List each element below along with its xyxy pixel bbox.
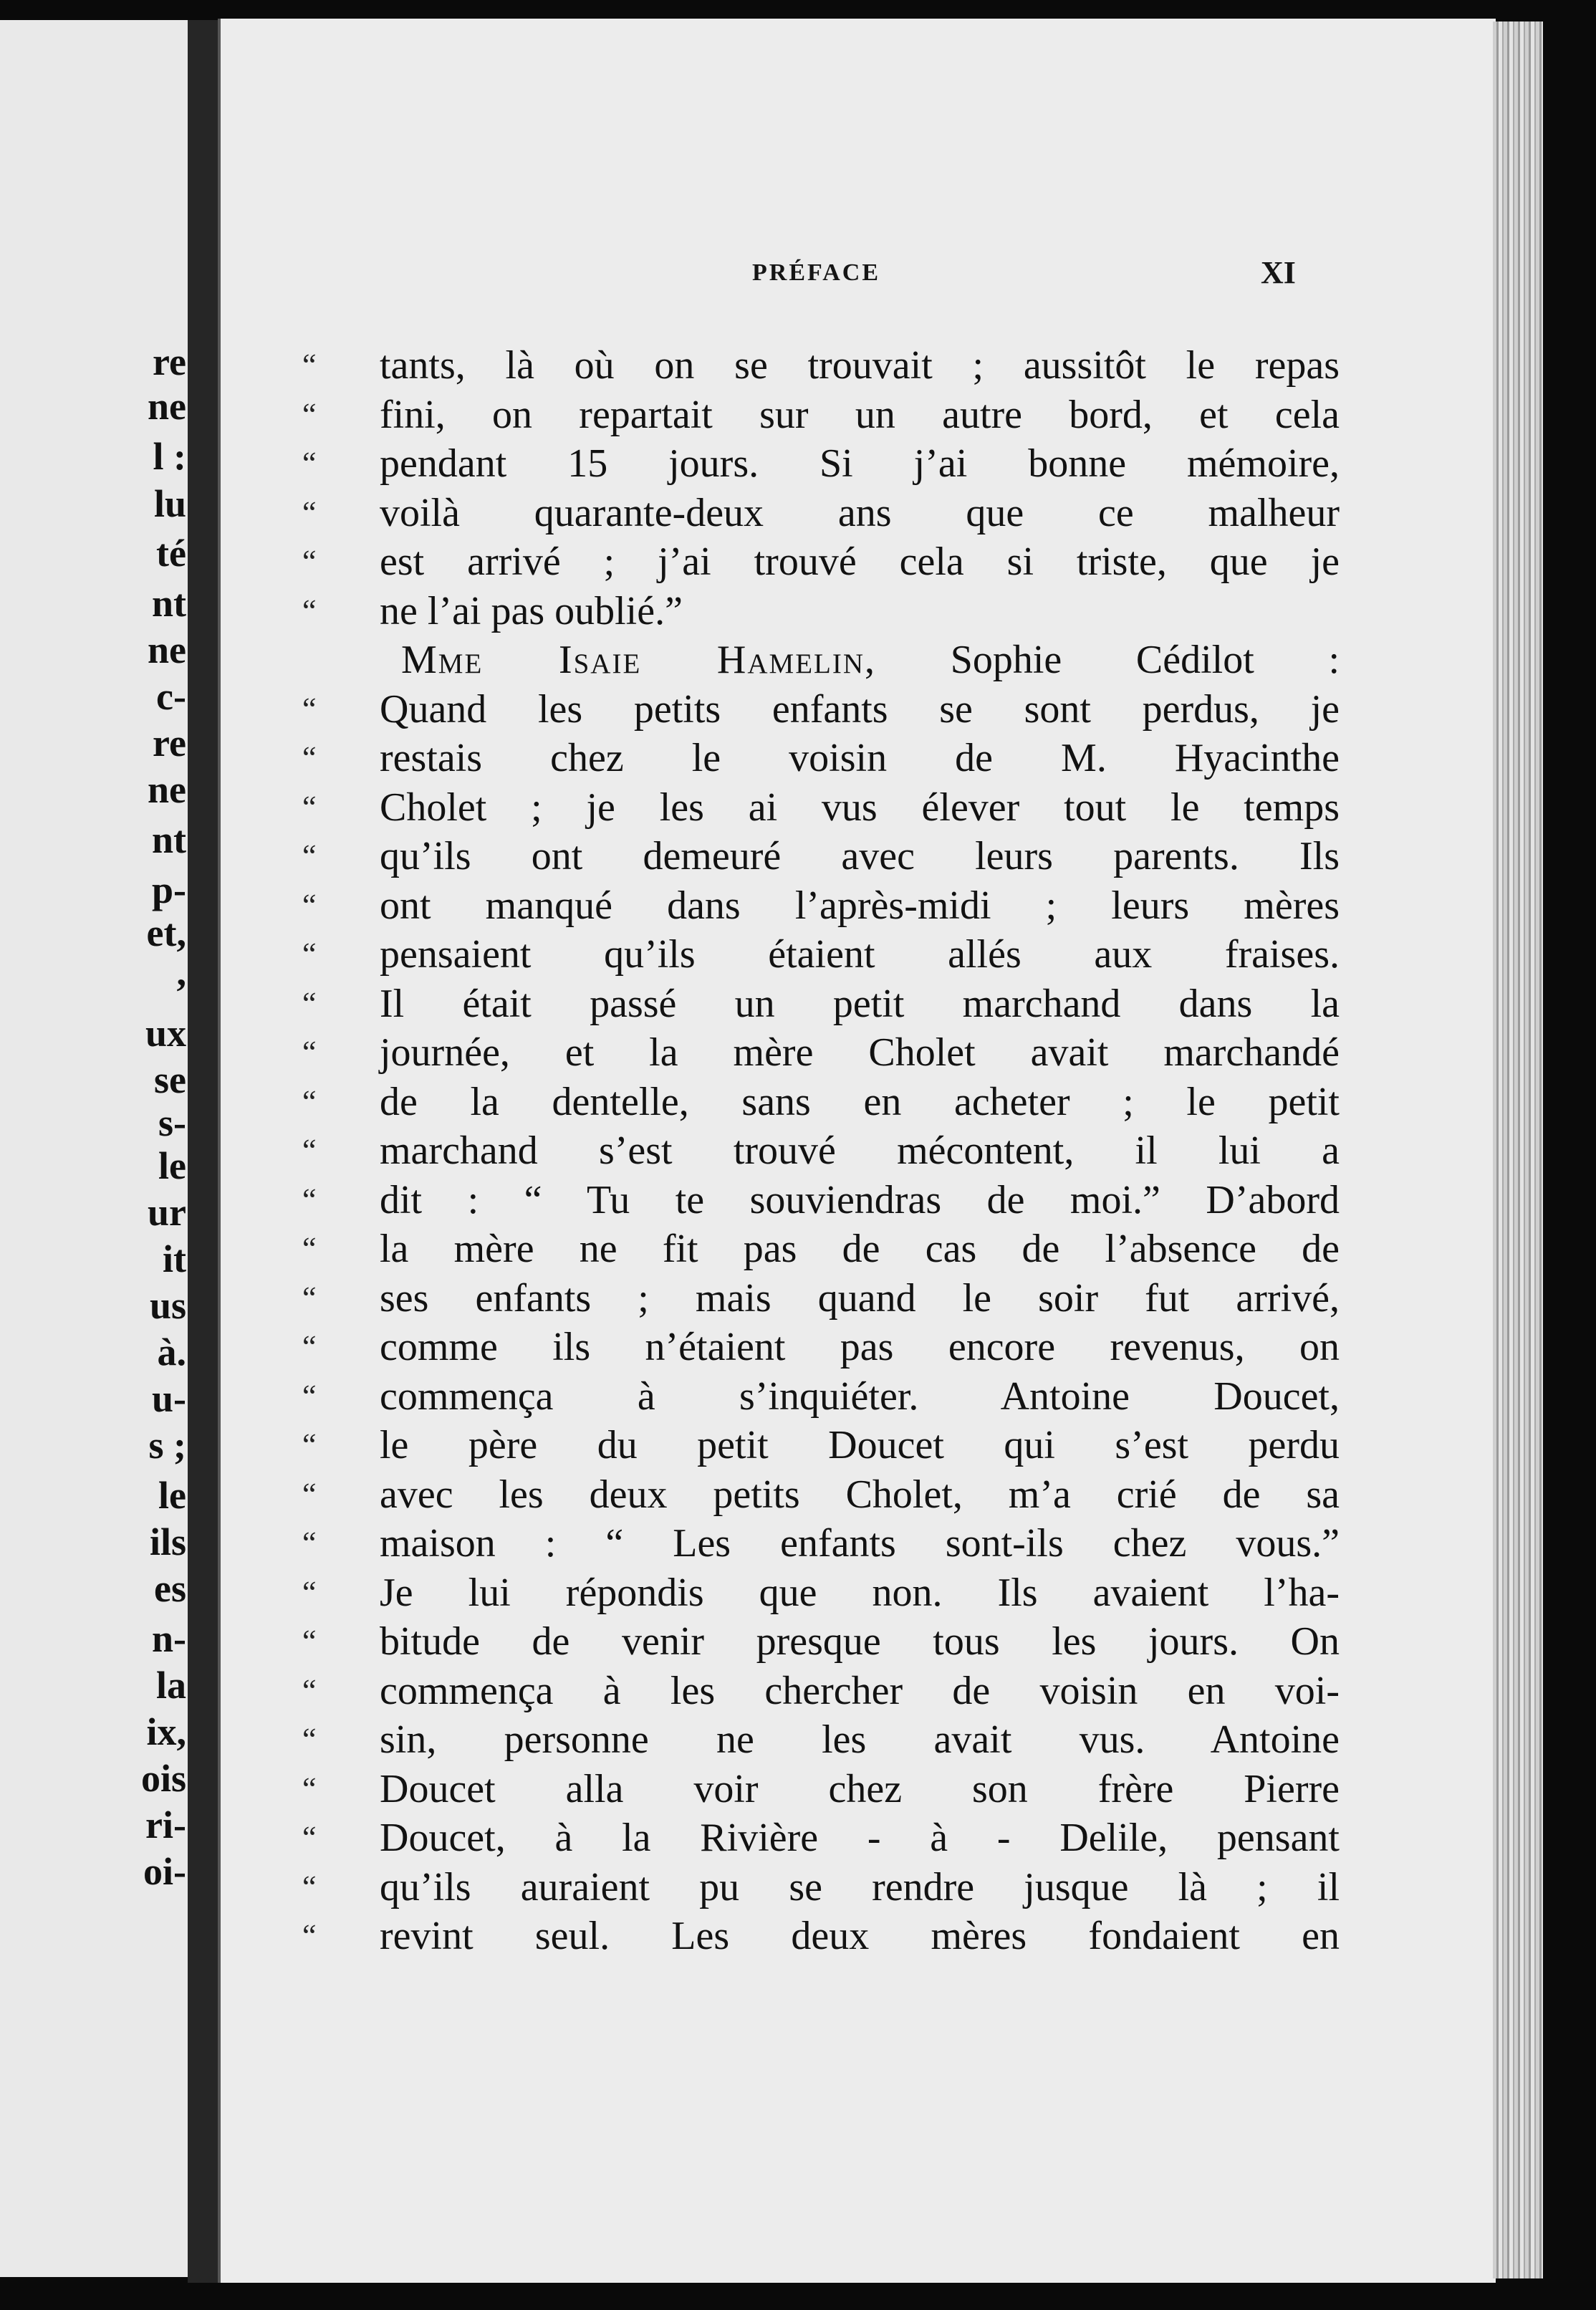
text-line [302,1126,1340,1176]
text-line [302,1470,1340,1520]
quote-mark: “ [302,1574,317,1610]
line-text: Doucet, à la Rivière - à - Delile, pensant [380,1816,1340,1860]
quote-mark: “ [302,1182,317,1217]
text-line [302,1274,1340,1323]
line-text: de la dentelle, sans en acheter ; le petit [380,1079,1340,1124]
line-text: maison : “ Les enfants sont-ils chez vous.” [380,1521,1340,1566]
line-text: Je lui répondis que non. Ils avaient l’ha- [380,1570,1340,1615]
line-text: commença à s’inquiéter. Antoine Doucet, [380,1374,1340,1419]
line-text: ont manqué dans l’après-midi ; leurs mères [380,883,1340,928]
text-line [302,1078,1340,1127]
line-text: Quand les petits enfants se sont perdus, je [380,686,1340,732]
quote-mark: “ [302,446,317,481]
line-text: dit : “ Tu te souviendras de moi.” D’abord [380,1177,1340,1222]
left-page-fragment: n- [151,1617,186,1660]
quote-mark: “ [302,1624,317,1659]
speaker-description: Sophie Cédilot : [950,638,1340,682]
line-text: qu’ils ont demeuré avec leurs parents. Ils [380,834,1340,878]
text-line [302,832,1340,881]
quote-mark: “ [302,1869,317,1904]
left-page-fragment: us [149,1284,186,1327]
text-line [302,1813,1340,1863]
quote-mark: “ [302,1083,317,1119]
quote-mark: “ [302,1378,317,1414]
book-gutter [188,20,218,2284]
text-line [302,1421,1340,1470]
line-text [337,636,1340,685]
quote-mark: “ [302,936,317,972]
left-page-fragment: ils [149,1520,186,1563]
left-page-fragment: re [153,722,186,765]
quote-mark: “ [302,1329,317,1364]
left-page-fragment: it [163,1237,186,1280]
text-line [302,1863,1340,1912]
line-text: qu’ils auraient pu se rendre jusque là ; il [380,1864,1340,1909]
text-line [302,783,1340,833]
running-head: PRÉFACE [752,259,881,286]
left-page-fragment: ur [148,1191,186,1234]
text-line [302,685,1340,734]
left-page-fragment: le [158,1474,186,1517]
quote-mark: “ [302,544,317,579]
line-text: marchand s’est trouvé mécontent, il lui a [380,1128,1340,1173]
left-page-fragment: es [154,1567,186,1610]
quote-mark: “ [302,1035,317,1070]
text-line [302,439,1340,489]
quote-mark: “ [302,494,317,530]
line-text: comme ils n’étaient pas encore revenus, on [380,1325,1340,1369]
left-page-fragment: ne [148,768,186,811]
left-page-fragment: à. [157,1331,186,1374]
left-page-fragment: c- [156,675,186,718]
left-page-fragment: nt [151,582,186,625]
left-page-fragment: , [176,951,186,994]
quote-mark: “ [302,1525,317,1561]
left-page-fragment: p- [151,868,186,911]
left-page-fragment: ux [145,1012,186,1055]
text-line [302,1765,1340,1814]
quote-mark: “ [302,1476,317,1512]
line-text: ses enfants ; mais quand le soir fut arrivé, [380,1275,1340,1321]
left-page-fragment: té [156,532,186,575]
line-text: voilà quarante-deux ans que ce malheur [380,490,1340,535]
text-line [337,636,1340,685]
quote-mark: “ [302,1280,317,1315]
line-text: est arrivé ; j’ai trouvé cela si triste, que je [380,540,1340,584]
left-page-fragment: re [153,340,186,383]
line-text: journée, et la mère Cholet avait marchandé [380,1030,1340,1075]
left-page-fragment: oi- [143,1850,186,1893]
quote-mark: “ [302,1770,317,1806]
text-line [302,1176,1340,1225]
line-text: commença à les chercher de voisin en voi- [380,1668,1340,1713]
left-page-fragment: ix, [146,1710,186,1753]
left-page-fragment: nt [151,818,186,861]
line-text: bitude de venir presque tous les jours. On [380,1619,1340,1664]
quote-mark: “ [302,593,317,628]
body-text [302,341,1340,1961]
left-page-fragment: se [154,1058,186,1101]
left-page-fragment: s- [158,1101,186,1144]
quote-mark: “ [302,887,317,923]
quote-mark: “ [302,1427,317,1462]
text-line [302,1519,1340,1568]
text-line [302,1715,1340,1765]
line-text: Doucet alla voir chez son frère Pierre [380,1766,1340,1811]
text-line [302,1323,1340,1372]
quote-mark: “ [302,789,317,825]
text-line [302,341,1340,390]
line-text: restais chez le voisin de M. Hyacinthe [380,736,1340,780]
line-text: pensaient qu’ils étaient allés aux fraises. [380,932,1340,977]
left-page-fragment: et, [146,911,186,954]
text-line [302,1225,1340,1274]
left-page-fragment: ois [140,1757,186,1800]
text-line [302,734,1340,783]
left-page-fragment: ne [148,628,186,671]
quote-mark: “ [302,740,317,775]
text-line [302,1912,1340,1961]
line-text: ne l’ai pas oublié.” [380,588,683,633]
text-line [302,1568,1340,1618]
quote-mark: “ [302,396,317,432]
quote-mark: “ [302,1722,317,1757]
text-line [302,1667,1340,1716]
left-page-fragment: le [158,1144,186,1187]
quote-mark: “ [302,1672,317,1708]
text-line [302,979,1340,1029]
line-text: avec les deux petits Cholet, m’a crié de sa [380,1472,1340,1517]
text-line [302,537,1340,587]
quote-mark: “ [302,1133,317,1168]
text-line [302,1617,1340,1667]
page-number: XI [1261,255,1296,290]
quote-mark: “ [302,691,317,727]
line-text: tants, là où on se trouvait ; aussitôt le repas [380,343,1340,388]
text-line [302,489,1340,538]
scan-bottom-border [0,2283,1596,2310]
left-page-fragment: l : [153,435,186,478]
line-text: pendant 15 jours. Si j’ai bonne mémoire, [380,441,1340,486]
text-line [302,587,1304,636]
speaker-name: Mme Isaie Hamelin, [401,638,877,682]
page-stack-edge [1493,21,1543,2278]
line-text: le père du petit Doucet qui s’est perdu [380,1423,1340,1467]
line-text: Il était passé un petit marchand dans la [380,981,1340,1026]
text-line [302,881,1340,931]
quote-mark: “ [302,348,317,383]
quote-mark: “ [302,838,317,873]
left-page-fragment: lu [153,482,186,525]
line-text: Cholet ; je les ai vus élever tout le temps [380,785,1340,830]
left-page-fragment: s ; [148,1424,186,1467]
quote-mark: “ [302,1918,317,1953]
text-line [302,1372,1340,1422]
left-page-fragment: ri- [145,1803,186,1846]
text-line [302,930,1340,979]
left-page-fragment: u- [151,1377,186,1420]
quote-mark: “ [302,1231,317,1266]
text-line [302,390,1340,440]
quote-mark: “ [302,1820,317,1855]
line-text: revint seul. Les deux mères fondaient en [380,1914,1340,1958]
line-text: sin, personne ne les avait vus. Antoine [380,1717,1340,1762]
left-page-fragment: ne [148,385,186,428]
text-line [302,1028,1340,1078]
line-text: fini, on repartait sur un autre bord, et cela [380,392,1340,437]
quote-mark: “ [302,985,317,1021]
line-text: la mère ne fit pas de cas de l’absence de [380,1227,1340,1271]
left-page-fragment: la [155,1664,186,1707]
